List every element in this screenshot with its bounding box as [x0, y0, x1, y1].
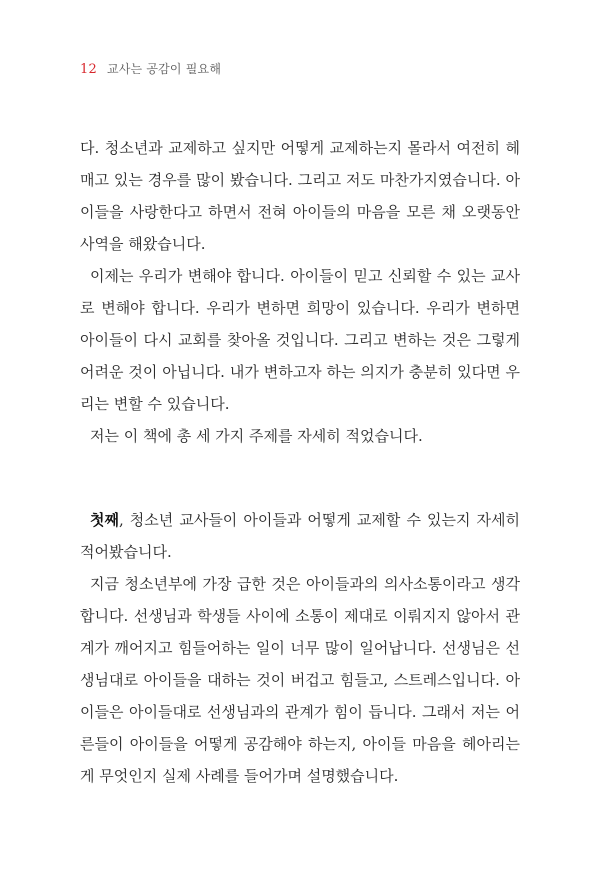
first-topic-text: , 청소년 교사들이 아이들과 어떻게 교제할 수 있는지 자세히 적어봤습니다.: [80, 511, 520, 561]
paragraph-topics-intro: 저는 이 책에 총 세 가지 주제를 자세히 적었습니다.: [90, 427, 423, 445]
first-topic-label: 첫째: [90, 511, 119, 529]
running-header: [80, 60, 221, 77]
paragraph-communication: 지금 청소년부에 가장 급한 것은 아이들과의 의사소통이라고 생각합니다. 선생님과 학생들 사이에 소통이 제대로 이뤄지지 않아서 관계가 깨어지고 힘들어하는 일이 너무 많이 일어납니다. 선생님은 선생님대로 아이들을 대하는 것이 버겁고 힘들고, 스트레스입니다. 아이들은 아이들대로 선생님과의 관계가 힘이 듭니다. 그래서 저는 어른들이 아이들을 어떻게 공감해야 하는지, 아이들 마음을 헤아리는 게 무엇인지 실제 사례를 들어가며 설명했습니다.: [80, 575, 520, 785]
page-number: 12: [80, 62, 97, 77]
paragraph-gap: [80, 452, 520, 504]
book-title: 교사는 공감이 필요해: [106, 62, 222, 76]
paragraph-first-topic: [80, 504, 520, 568]
paragraph-continued: 다. 청소년과 교제하고 싶지만 어떻게 교제하는지 몰라서 여전히 헤매고 있는 경우를 많이 봤습니다. 그리고 저도 마찬가지였습니다. 아이들을 사랑한다고 하면서 전혀 아이들의 마음을 모른 채 오랫동안 사역을 해왔습니다.: [80, 139, 520, 253]
paragraph-change: 이제는 우리가 변해야 합니다. 아이들이 믿고 신뢰할 수 있는 교사로 변해야 합니다. 우리가 변하면 희망이 있습니다. 우리가 변하면 아이들이 다시 교회를 찾아올 것입니다. 그리고 변하는 것은 그렇게 어려운 것이 아닙니다. 내가 변하고자 하는 의지가 충분히 있다면 우리는 변할 수 있습니다.: [80, 267, 520, 413]
body-text: [80, 132, 520, 792]
